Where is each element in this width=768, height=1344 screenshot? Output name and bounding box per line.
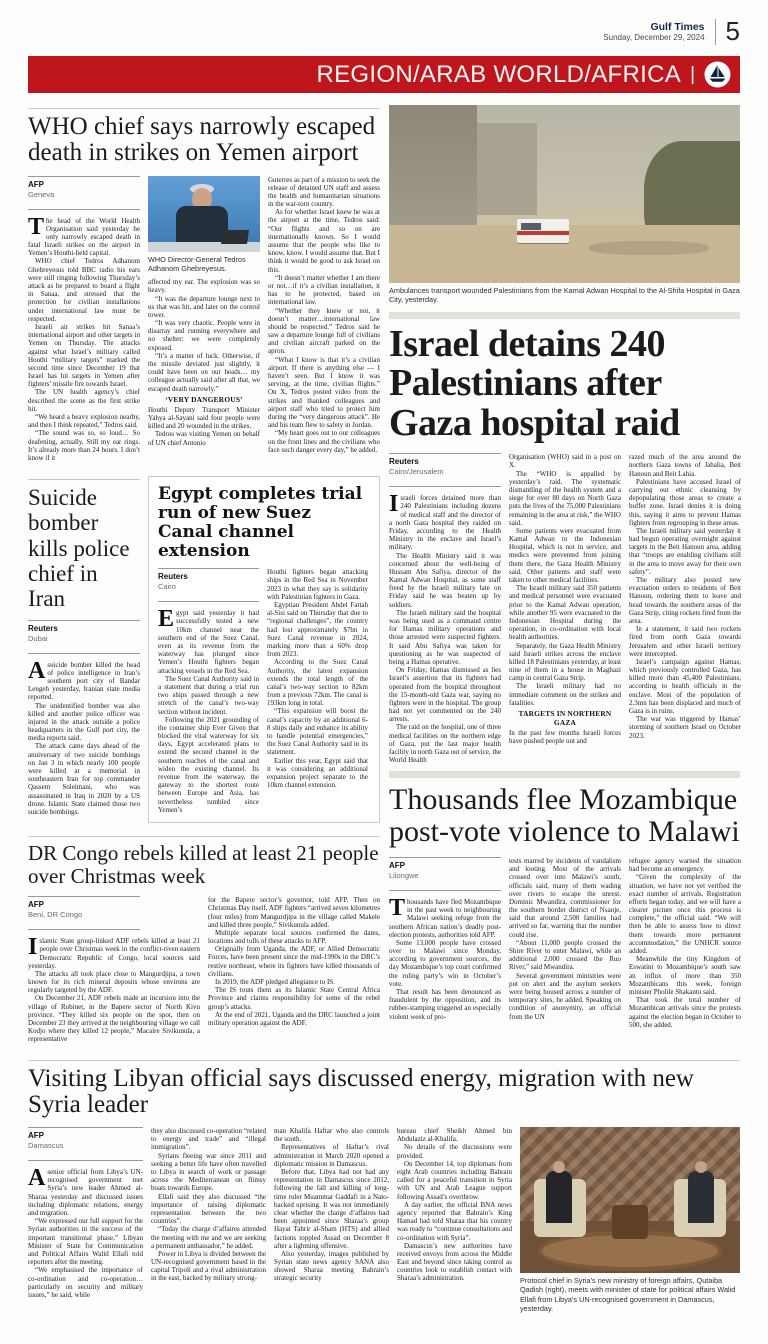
israel-col2 xyxy=(509,453,621,764)
paragraph: affected my ear. The explosion was so heavy. xyxy=(148,278,260,295)
mozambique-paragraphs-2 xyxy=(509,857,621,1021)
byline xyxy=(28,620,140,654)
libya-col3 xyxy=(274,1127,389,1313)
paragraph: Israel’s campaign against Hamas, which previously controlled Gaza, has killed more than 45,400 Palestinians, according to health officials in the enclave. Most of the population of 2.3mn has been displaced and much of Gaza is in ruins. xyxy=(629,657,741,716)
paragraph: Asuicide bomber killed the head of police intelligence in Iran’s southern port city of Bandar Lengeh yesterday, Iranian state media reported. xyxy=(28,657,140,702)
paragraph: Egyptian President Abdel Fattah al-Sisi said on Thursday that due to “regional challenges”, the country had lost approximately $7bn in Suez Canal revenue in 2024, marking more than a 60% drop from 2023. xyxy=(267,601,368,659)
paragraph: Organisation (WHO) said in a post on X. xyxy=(509,453,621,470)
paragraph: The raid on the hospital, one of three medical facilities on the northern edge of Gaza, put the last major health facility in north Gaza out of service, the World Health xyxy=(389,723,501,765)
middle-left-row xyxy=(28,476,380,823)
paragraph: Houthi fighters began attacking ships in the Red Sea in November 2023 in what they say is solidarity with Palestinian fighters in Gaza. xyxy=(267,568,368,601)
paragraph: The military also posted new evacuation orders to residents of Beit Hanoun, ordering them to leave and head towards the southern areas of the Gaza Strip, citing rockets fired from the area. xyxy=(629,576,741,625)
dateline: Dubai xyxy=(28,633,48,643)
paragraph: The Health Ministry said it was concerned about the well-being of Hussam Abu Safiya, director of the Kamal Adwan Hospital, as some staff freed by the Israeli military late on Friday said he was beaten up by soldiers. xyxy=(389,551,501,609)
paragraph: The attacks all took place close to Mangurdjipa, a town known for its rich mineral deposits whose environs are regularly targeted by the ADF. xyxy=(28,969,200,995)
paragraph: bureau chief Sheikh Ahmed bin Abdulaziz al-Khalifa. xyxy=(397,1127,512,1144)
dateline: Cairo/Jerusalem xyxy=(389,467,444,477)
paragraph: The head of the World Health Organisation said yesterday he only narrowly escaped death in fatal Israeli strikes on the airport in Yemen’s Houthi-held capital. xyxy=(28,213,140,258)
page-header xyxy=(0,0,768,51)
photo-shape-head-right xyxy=(695,1161,707,1173)
dateline: Beni, DR Congo xyxy=(28,910,83,920)
israel-col1 xyxy=(389,453,501,764)
paragraph: Following the 2021 grounding of the container ship Ever Given that blocked the vital waterway for six days, Egypt accelerated plans to extend the second channel in the southern reaches of the canal and widen the existing channel. Its revenue from the waterway, the gateway to the shortest route between Europe and Asia, has nevertheless tumbled since Yemen’s xyxy=(158,715,259,814)
photo-shape-table xyxy=(612,1205,648,1239)
paragraph: Ellafi said they also discussed “the importance of raising diplomatic representation between the two countries”. xyxy=(151,1192,266,1226)
agency: AFP xyxy=(389,860,405,870)
drcongo-paragraphs-2 xyxy=(208,896,380,1027)
rule xyxy=(28,479,140,480)
libya-paragraphs-3 xyxy=(274,1127,389,1283)
photo-shape-ambulance-window xyxy=(521,223,541,230)
paragraph: “We heard a heavy explosion nearby, and then I think repeated,” Tedros said. xyxy=(28,413,140,430)
paragraph: Tedros was visiting Yemen on behalf of UN chief Antonio xyxy=(148,430,260,447)
page-number: 5 xyxy=(725,16,740,46)
paragraph: On December 14, top diplomats from eight Arab countries including Bahrain called for a peaceful transition in Syria with UN and Arab League support following Assad’s overthrow. xyxy=(397,1159,512,1201)
photo-shape-laptop xyxy=(221,230,249,244)
paragraph: The Israeli military said 350 patients and medical personnel were evacuated prior to the Kamal Adwan operation, while another 95 were evacuated to the Indonesian Hospital during the operation, in co-ordination with local health authorities. xyxy=(509,584,621,642)
paragraph: Israeli air strikes hit Sanaa’s international airport and other targets in Yemen on Thursday. The attacks against what Israel’s military called Houthi “military targets” marked the second time since December 19 that Israel has hit targets in Yemen after fighters’ missile fire towards Israel. xyxy=(28,322,140,389)
israel-col3 xyxy=(629,453,741,764)
libya-paragraphs-1 xyxy=(28,1165,143,1299)
paragraph: Representatives of Haftar’s rival administration in March 2020 opened a diplomatic mission in Damascus. xyxy=(274,1143,389,1168)
libya-headline: Visiting Libyan official says discussed energy, migration with new Syria leader xyxy=(28,1064,694,1118)
mozambique-body xyxy=(389,857,740,1029)
libya-col2 xyxy=(151,1127,266,1313)
paragraph: “What I know is that it’s a civilian airport. If there is anything else — I haven’t seen. But I know it was serving, at the time, civilian flights.” On X, Tedros posted video from the strikes and thanked colleagues and airport staff who tried to protect him during the “very dangerous attack”. He and his team flew to safety in Jordan. xyxy=(268,355,380,430)
photo-shape-building xyxy=(389,105,477,225)
paragraph: “Today the charge d’affaires attended the meeting with me and we are seeking a permanent ambassador,” he added. xyxy=(151,1225,266,1250)
paragraph: That took the total number of Mozambican arrivals since the protests against the election began in October to 500, she added. xyxy=(629,996,741,1029)
who-col1 xyxy=(28,176,140,463)
agency: AFP xyxy=(28,900,44,910)
libya-photo-column xyxy=(520,1127,740,1313)
banner-pipe: | xyxy=(690,63,695,85)
article-iran-bomber xyxy=(28,476,140,823)
who-col3 xyxy=(268,176,380,463)
paragraph: tests marred by incidents of vandalism and looting. Most of the arrivals crossed over into Malawi’s south, officials said, many of them wading over rivers to escape the unrest. Dominic Mwandira, commissioner for the southern border district of Nsanje, said that around 2,500 families had arrived so far, warning that the number could rise. xyxy=(509,856,621,939)
byline xyxy=(389,453,501,487)
israel-body xyxy=(389,453,740,764)
paragraph: Some 13,000 people have crossed over to Malawi since Monday, according to government sources, the day Mozambique’s top court confirmed the ruling party’s win in October’s vote. xyxy=(389,938,501,988)
paragraph: According to the Suez Canal Authority, the latest expansion extends the total length of the canal’s two-way section to 82km from a previous 72km. The canal is 193km long in total. xyxy=(267,658,368,708)
egypt-body xyxy=(158,568,370,814)
paragraph: The Suez Canal Authority said in a statement that during a trial run two ships passed through a new stretch of the canal’s two-way section without incident. xyxy=(158,674,259,716)
paragraph: Houthi Deputy Transport Minister Yahya al-Sayani said four people were killed and 20 wounded in the strikes. xyxy=(148,405,260,431)
paragraph: Israeli forces detained more than 240 Palestinians including dozens of medical staff and the director of a north Gaza hospital they raided on Friday, according to the Health Ministry in the enclave and Israel’s military. xyxy=(389,491,501,552)
paragraph: WHO chief Tedros Adhanom Ghebreyesus told BBC radio his ears were still ringing following Thursday’s attack as he prepared to board a flight in Sanaa, and stressed that the protection for civilian installations under international law must be respected. xyxy=(28,257,140,323)
drcongo-body xyxy=(28,896,380,1043)
paragraph: Several government ministries were put on alert and the asylum seekers were being housed across a number of temporary sites, he added. Speaking on condition of anonymity, an official from the UN xyxy=(509,971,621,1021)
paragraph: “My heart goes out to our colleagues on the front lines and the civilians who face such danger every day,” he added. xyxy=(268,429,380,454)
paragraph: “It was very chaotic. People were in disarray and running everywhere and no shelter: we were completely exposed. xyxy=(148,319,260,352)
right-column xyxy=(389,105,740,1044)
section-banner xyxy=(28,56,740,93)
photo-shape-head-left xyxy=(553,1161,565,1173)
paragraph: A day earlier, the official BNA news agency reported that Bahrain’s King Hamad had told Sharaa that his country was ready to “continue consultations and co-ordination with Syria”. xyxy=(397,1200,512,1242)
paragraph: they also discussed co-operation “related to energy and trade” and “illegal immigration”. xyxy=(151,1127,266,1152)
libya-col1 xyxy=(28,1127,143,1313)
paragraph: Earlier this year, Egypt said that it was considering an additional expansion project separate to the 10km channel extension. xyxy=(267,756,368,790)
paragraph: Islamic State group-linked ADF rebels killed at least 21 people over Christmas week in the conflict-riven eastern Democratic Republic of Congo, local sources said yesterday. xyxy=(28,934,200,970)
paragraph: “The sound was so, so loud… So deafening, actually. Still my ear rings. It’s already more than 24 hours. I don’t know if it xyxy=(28,429,140,462)
gaza-photo-caption: Ambulances transport wounded Palestinians from the Kamal Adwan Hospital to the Al-Shifa Hospital in Gaza City, yesterday. xyxy=(389,286,740,305)
paragraph: Damascus’s new authorities have received envoys from across the Middle East and beyond since taking control as countries look to establish contact with Sharaa’s administration. xyxy=(397,1241,512,1283)
who-subhead: ‘VERY DANGEROUS’ xyxy=(165,394,243,404)
paragraph: “It was the departure lounge next to us that was hit, and later on the control tower. xyxy=(148,294,260,319)
libya-body xyxy=(28,1127,740,1313)
byline xyxy=(28,176,140,210)
section-title: REGION/ARAB WORLD/AFRICA xyxy=(316,60,682,88)
paragraph: The Israeli military said yesterday it had begun operating overnight against targets in the Beit Hanoun area, adding that “troops are enabling civilians still in the area to move away for their own safety”. xyxy=(629,526,741,576)
drcongo-headline: DR Congo rebels killed at least 21 people over Christmas week xyxy=(28,840,379,889)
article-mozambique xyxy=(389,784,740,1029)
byline xyxy=(28,896,140,930)
article-egypt-suez xyxy=(148,476,380,823)
paragraph: Palestinians have accused Israel of carrying out ethnic cleansing by depopulating those areas to create a buffer zone. Israel denies it is doing this, saying it aims to prevent Hamas fighters from regrouping in these areas. xyxy=(629,477,741,527)
paragraph: Before that, Libya had not had any representation in Damascus since 2012, following the fall and killing of long-time ruler Muammar Gaddafi in a Nato-backed uprising. It was not immediately clear whether the charge d’affaires had been appointed since Sharaa’s group Hayat Tahrir al-Sham (HTS) and allied factions toppled Assad on December 8 after a lightning offensive. xyxy=(274,1168,389,1250)
paragraph: On Friday, Hamas dismissed as lies Israel’s assertion that its fighters had operated from the hospital throughout the 15-month-old Gaza war, saying no fighters were in the hospital. The group had not yet commented on the 240 arrests. xyxy=(389,666,501,724)
photo-shape-building-2 xyxy=(477,123,537,215)
libya-col4 xyxy=(397,1127,512,1313)
mozambique-headline: Thousands flee Mozambique post-vote violence to Malawi xyxy=(389,783,740,849)
mozambique-col2 xyxy=(509,857,621,1029)
photo-shape-rubble xyxy=(589,241,709,255)
who-paragraphs-1 xyxy=(28,213,140,463)
photo-shape-official-left xyxy=(546,1171,572,1223)
paragraph: The attack came days ahead of the anniversary of two suicide bombings on Jan 3 in which nearly 100 people were killed at a memorial in southeastern Iran for top commander Qassem Soleimani, who was assassinated in Iraq in 2020 by a US drone. Islamic State claimed those two suicide bombings. xyxy=(28,742,140,816)
paragraph: On December 21, ADF rebels made an incursion into the village of Robinet, in the Bapere sector of North Kivu province. “They killed six people on the spot, then on December 23 they arrived at the neighbouring village we call Kodjo where they killed 12 people,” Macaire Sivikunula, a representative xyxy=(28,994,200,1044)
tedros-photo-caption: WHO Director-General Tedros Adhanom Ghebreyesus. xyxy=(148,254,246,273)
main-content xyxy=(28,105,740,1044)
article-libya-syria xyxy=(28,1060,740,1314)
paragraph: Multiple separate local sources confirmed the dates, locations and tolls of these attacks to AFP. xyxy=(208,928,380,946)
mozambique-paragraphs-1 xyxy=(389,894,501,1021)
paragraph: The UN health agency’s chief described the scene as the first strike hit. xyxy=(28,388,140,413)
israel-paragraphs-3 xyxy=(629,453,741,740)
mozambique-paragraphs-3 xyxy=(629,857,741,1029)
pagenum-divider xyxy=(715,19,716,45)
paragraph: The Israeli military said the hospital was being used as a command centre for Hamas military operations and those arrested were suspected fighters. It said Abu Safiya was taken for questioning as he was suspected of being a Hamas operative. xyxy=(389,608,501,666)
paragraph: for the Bapere sector’s governor, told AFP. Then on Christmas Day itself, ADF fighters “arrived seven kilometres (four miles) from Mangurdjipa in the village called Makele and killed three people,” Sivikunula added. xyxy=(208,896,380,929)
paragraph: The “WHO is appalled by yesterday’s raid. The systematic dismantling of the health system and a siege for over 80 days on North Gaza puts the lives of the 75,000 Palestinians remaining in the area at risk,” the WHO said. xyxy=(509,469,621,527)
section-divider xyxy=(389,312,740,319)
israel-subhead: TARGETS IN NORTHERN GAZA xyxy=(518,709,612,728)
mozambique-col1 xyxy=(389,857,501,1029)
egypt-paragraphs-1 xyxy=(158,606,259,814)
paragraph: “We emphasised the importance of co-ordination and co-operation…particularly on security and military issues,” he said, while xyxy=(28,1266,143,1299)
paragraph: “This expansion will boost the canal’s capacity by an additional 6-8 ships daily and enhance its ability to handle potential emergencies,” the Suez Canal Authority said in its statement. xyxy=(267,707,368,757)
agency: AFP xyxy=(28,1131,44,1141)
article-israel-detains xyxy=(389,322,741,765)
paragraph: Egypt said yesterday it had successfully tested a new 10km channel near the southern end of the Suez Canal, even as its revenue from the waterway has plunged since Yemen’s Houthi fighters began attacking vessels in the Red Sea. xyxy=(158,606,259,675)
paragraph: “It’s a matter of luck. Otherwise, if the missile deviated just slightly, it could have been on our heads… my colleague actually said after all that, we escaped death narrowly.” xyxy=(148,351,260,393)
who-headline: WHO chief says narrowly escaped death in strikes on Yemen airport xyxy=(28,113,376,167)
masthead: Gulf Times xyxy=(650,20,705,33)
photo-shape-suit xyxy=(176,206,228,246)
dhow-icon xyxy=(704,61,731,88)
who-paragraphs-3 xyxy=(268,176,380,454)
agency: Reuters xyxy=(389,457,419,467)
paragraph: “Given the complexity of the situation, we have not yet verified the exact number of arrivals. Registration efforts began today, and we will have a clearer picture once this process is complete,” the official said. “We will then be able to assess how to direct them towards more permanent accommodation,” the UNHCR source added. xyxy=(629,873,741,956)
iran-paragraphs xyxy=(28,657,140,817)
egypt-headline: Egypt completes trial run of new Suez Canal channel extension xyxy=(158,484,363,562)
israel-paragraphs-1 xyxy=(389,491,501,765)
who-body xyxy=(28,176,380,463)
paragraph: “It doesn’t matter whether I am there or not…if it’s a civilian installation, it has to be protected, based on international law. xyxy=(268,273,380,307)
paragraph: Syrians fleeing war since 2011 and seeking a better life have often travelled to Libya in search of work or passage across the Mediterranean on flimsy boats towards Europe. xyxy=(151,1151,266,1193)
paragraph: Guterres as part of a mission to seek the release of detained UN staff and assess the health and humanitarian situations in the war-torn country. xyxy=(268,175,380,209)
gaza-street-photo xyxy=(389,105,740,283)
drcongo-col2 xyxy=(208,896,380,1043)
article-drcongo xyxy=(28,836,380,1044)
paragraph: The war was triggered by Hamas’ storming of southern Israel on October 2023. xyxy=(629,715,741,740)
libya-paragraphs-4 xyxy=(397,1127,512,1283)
paragraph: Some patients were evacuated from Kamal Adwan to the Indonesian Hospital, which is not in service, and medics were prevented from joining them there, the Gaza Health Ministry said. Other patients and staff were taken to other medical facilities. xyxy=(509,526,621,585)
rule xyxy=(28,1060,740,1061)
photo-shape-ambulance-stripe xyxy=(517,231,569,235)
who-paragraphs-2b xyxy=(148,406,260,447)
paragraph: The unidentified bomber was also killed and another police officer was injured in the attack outside a police headquarters in the Gulf port city, the media reports said. xyxy=(28,701,140,743)
drcongo-col1 xyxy=(28,896,200,1043)
rule xyxy=(28,108,380,109)
agency: Reuters xyxy=(28,623,58,633)
paragraph: refugee agency warned the situation had become an emergency. xyxy=(629,856,741,874)
dateline: Lilongwe xyxy=(389,870,419,880)
masthead-block xyxy=(603,21,704,42)
photo-shape-official-right xyxy=(688,1171,714,1223)
paragraph: “We expressed our full support for the Syrian authorities in the success of the important transitional phase,” Libyan Minister of State for Communication and Political Affairs Walid Ellafi told reporters after the meeting. xyxy=(28,1217,143,1267)
israel-headline: Israel detains 240 Palestinians after Gaza hospital raid xyxy=(389,322,680,444)
israel-paragraphs-2b xyxy=(509,729,621,745)
paragraph: As for whether Israel knew he was at the airport at the time, Tedros said: “Our flights and so on are internationally known. So I would assume that the people who like to know, know. I would assume that. But I think it would be good to ask Israel on this. xyxy=(268,208,380,274)
byline xyxy=(28,1127,143,1161)
who-paragraphs-2a xyxy=(148,278,260,393)
dateline: Geneva xyxy=(28,189,55,199)
paragraph: The IS touts them as its Islamic State Central Africa Province and claims responsibility for some of the rebel group’s attacks. xyxy=(208,986,380,1011)
tedros-photo xyxy=(148,176,260,252)
paragraph: In 2019, the ADF pledged allegiance to IS. xyxy=(215,978,335,986)
article-who-yemen xyxy=(28,108,380,462)
paragraph: In the past few months Israeli forces have pushed people out and xyxy=(509,729,621,746)
israel-paragraphs-2a xyxy=(509,453,621,707)
paragraph: Separately, the Gaza Health Ministry said Israeli strikes across the enclave killed 18 Palestinians yesterday, at least nine of them in a house in Maghazi camp in central Gaza Strip. xyxy=(509,641,621,683)
agency: Reuters xyxy=(158,572,188,582)
dateline: Damascus xyxy=(28,1141,64,1151)
egypt-paragraphs-2 xyxy=(267,568,368,789)
paragraph: No details of the discussions were provided. xyxy=(397,1143,512,1160)
libya-photo-caption: Protocol chief in Syria’s new ministry of foreign affairs, Qutaiba Qadish (right), meets with minister of state for political affairs Walid Ellafi from Libya’s UN-recognised government in Damascus, yesterday. xyxy=(520,1276,736,1314)
paragraph: Meanwhile the tiny Kingdom of Eswatini to Mozambique’s south saw an influx of more than 350 Mozambicans this week, foreign minister Pholile Shakantu said. xyxy=(629,955,741,996)
mozambique-col3 xyxy=(629,857,741,1029)
paragraph: Also yesterday, images published by Syrian state news agency SANA also showed Sharaa meeting Bahrain’s strategic security xyxy=(274,1249,389,1283)
iran-headline: Suicide bomber kills police chief in Iran xyxy=(28,485,130,612)
paragraph: At the end of 2021, Uganda and the DRC launched a joint military operation against the ADF. xyxy=(208,1010,380,1027)
paragraph: In a statement, it said two rockets fired from north Gaza towards Jerusalem and other Israeli territory were intercepted. xyxy=(629,625,741,658)
libya-meeting-photo xyxy=(520,1127,740,1273)
paragraph: Asenior official from Libya’s UN-recognised government met Syria’s new leader Ahmed al-Sharaa yesterday and discussed issues including diplomatic relations, energy and migration. xyxy=(28,1165,143,1217)
libya-paragraphs-2 xyxy=(151,1127,266,1283)
section-divider xyxy=(389,771,740,778)
rule xyxy=(28,836,380,837)
paragraph: “Whether they knew or not, it doesn’t matter…international law should be respected.” Tedros said he saw a departure lounge full of civilians and civilian aircraft parked on the apron. xyxy=(268,306,380,356)
edition-date: Sunday, December 29, 2024 xyxy=(603,32,705,42)
left-column xyxy=(28,105,380,1044)
paragraph: “About 11,000 people crossed the Shire River to enter Malawi, while an additional 2,000 crossed the Ruo River,” said Mwandira. xyxy=(509,938,621,972)
egypt-col1 xyxy=(158,568,259,814)
agency: AFP xyxy=(28,179,44,189)
paragraph: Thousands have fled Mozambique in the past week to neighbouring Malawi seeking refuge from the southern African nation’s deadly post-election protests, authorities told AFP. xyxy=(389,894,501,939)
paragraph: Power in Libya is divided between the UN-recognised government based in the capital Tripoli and a rival administration in the east, backed by military strong- xyxy=(151,1249,266,1283)
paragraph: The Israeli military had no immediate comment on the strikes and fatalities. xyxy=(509,682,621,707)
egypt-col2 xyxy=(267,568,368,814)
drcongo-paragraphs-1 xyxy=(28,934,200,1044)
byline xyxy=(158,568,259,602)
dateline: Cairo xyxy=(158,582,176,592)
paragraph: razed much of the area around the northern Gaza towns of Jabalia, Beit Hanoun and Beit Lahia. xyxy=(629,453,741,478)
paragraph: That result has been denounced as fraudulent by the opposition, and its rubber-stamping triggered an especially violent week of pro- xyxy=(389,988,501,1021)
paragraph: Originally from Uganda, the ADF, or Allied Democratic Forces, have been present since the mid-1990s in the DRC’s restive northeast, where its fighters have killed thousands of civilians. xyxy=(208,945,380,978)
who-col2 xyxy=(148,176,260,463)
byline xyxy=(389,857,501,891)
paragraph: man Khalifa Haftar who also controls the south. xyxy=(274,1127,389,1144)
